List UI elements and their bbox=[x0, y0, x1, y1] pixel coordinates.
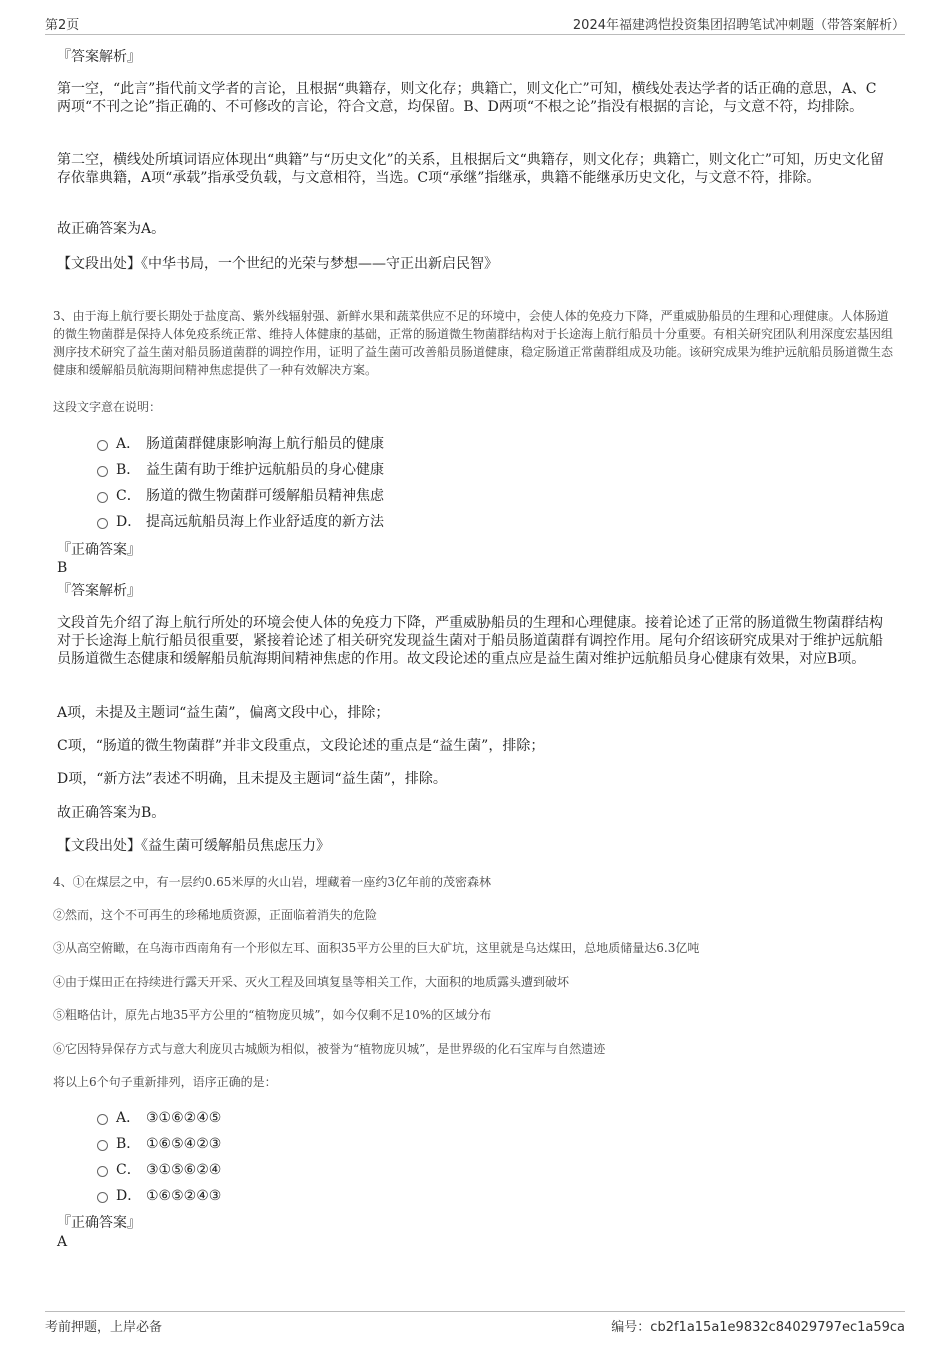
analysis-paragraph: 第一空，“此言”指代前文学者的言论，且根据“典籍存，则文化存；典籍亡，则文化亡”可知，横线处表达学者的话正确的意思，A、C两项“不刊之论”指正确的、不可修改的言论，符合文意，均保留。B、D两项“不根之论”指没有根据的言论，与文意不符，均排除。 bbox=[57, 81, 877, 115]
radio-icon[interactable] bbox=[97, 466, 108, 477]
radio-icon[interactable] bbox=[97, 1166, 108, 1177]
page-number: 第2页 bbox=[45, 18, 80, 33]
answer-conclusion: 故正确答案为B。 bbox=[57, 805, 166, 821]
radio-icon[interactable] bbox=[97, 440, 108, 451]
sentence-1: 4、①在煤层之中，有一层约0.65米厚的火山岩，埋藏着一座约3亿年前的茂密森林 bbox=[53, 875, 491, 889]
footer-slogan: 考前押题，上岸必备 bbox=[45, 1320, 163, 1335]
sentence-6: ⑥它因特异保存方式与意大利庞贝古城颇为相似，被誉为“植物庞贝城”，是世界级的化石宝库与自然遗迹 bbox=[53, 1042, 606, 1056]
option-d[interactable]: D． 提高远航船员海上作业舒适度的新方法 bbox=[97, 509, 384, 535]
question-prompt: 将以上6个句子重新排列，语序正确的是： bbox=[53, 1075, 277, 1089]
option-c[interactable]: C． 肠道的微生物菌群可缓解船员精神焦虑 bbox=[97, 483, 384, 509]
question-stem: 3、由于海上航行要长期处于盐度高、紫外线辐射强、新鲜水果和蔬菜供应不足的环境中，会使人体的免疫力下降，严重威胁船员的生理和心理健康。人体肠道的微生物菌群是保持人体免疫系统正常、维持人体健康的基础，正常的肠道微生物菌群结构对于长途海上航行船员十分重要。有相关研究团队利用深度宏基因组测序技术研究了益生菌对船员肠道菌群的调控作用，证明了益生菌可改善船员肠道健康，稳定肠道正常菌群组成及功能。该研究成果为维护远航船员肠道微生态健康和缓解船员航海期间精神焦虑提供了一种有效解决方案。 bbox=[53, 309, 894, 377]
correct-answer-label: 『正确答案』 bbox=[57, 542, 141, 558]
option-list bbox=[57, 431, 384, 535]
source-citation: 【文段出处】《益生菌可缓解船员焦虑压力》 bbox=[57, 838, 330, 854]
correct-answer: B bbox=[57, 560, 68, 576]
question-prompt: 这段文字意在说明： bbox=[53, 400, 162, 414]
sentence-2: ②然而，这个不可再生的珍稀地质资源，正面临着消失的危险 bbox=[53, 908, 378, 922]
radio-icon[interactable] bbox=[97, 492, 108, 503]
analysis-label: 『答案解析』 bbox=[57, 49, 141, 65]
option-a[interactable]: A． ③①⑥②④⑤ bbox=[97, 1105, 221, 1131]
document-title: 2024年福建鸿恺投资集团招聘笔试冲刺题（带答案解析） bbox=[572, 18, 905, 33]
sentence-5: ⑤粗略估计，原先占地35平方公里的“植物庞贝城”，如今仅剩不足10%的区域分布 bbox=[53, 1008, 492, 1022]
radio-icon[interactable] bbox=[97, 1192, 108, 1203]
analysis-paragraph: 文段首先介绍了海上航行所处的环境会使人体的免疫力下降，严重威胁船员的生理和心理健康。接着论述了正常的肠道微生物菌群结构对于长途海上航行船员很重要，紧接着论述了相关研究发现益生菌对于船员肠道菌群有调控作用。尾句介绍该研究成果对于维护远航船员肠道微生态健康和缓解船员航海期间精神焦虑的作用。故文段论述的重点应是益生菌对维护远航船员身心健康有效果，对应B项。 bbox=[57, 615, 883, 667]
document-id: 编号：cb2f1a15a1e9832c84029797ec1a59ca bbox=[611, 1320, 905, 1335]
option-d[interactable]: D． ①⑥⑤②④③ bbox=[97, 1183, 221, 1209]
radio-icon[interactable] bbox=[97, 1140, 108, 1151]
radio-icon[interactable] bbox=[97, 518, 108, 529]
option-list bbox=[57, 1105, 221, 1209]
analysis-paragraph: 第二空，横线处所填词语应体现出“典籍”与“历史文化”的关系，且根据后文“典籍存，则文化存；典籍亡，则文化亡”可知，历史文化留存依靠典籍，A项“承载”指承受负载，与文意相符，当选。C项“承继”指继承，典籍不能继承历史文化，与文意不符，排除。 bbox=[57, 152, 884, 186]
analysis-label: 『答案解析』 bbox=[57, 583, 141, 599]
answer-conclusion: 故正确答案为A。 bbox=[57, 221, 166, 237]
radio-icon[interactable] bbox=[97, 1114, 108, 1125]
option-b[interactable]: B． ①⑥⑤④②③ bbox=[97, 1131, 221, 1157]
page-header bbox=[45, 14, 905, 35]
analysis-paragraph: D项，“新方法”表述不明确，且未提及主题词“益生菌”，排除。 bbox=[57, 771, 447, 787]
correct-answer-label: 『正确答案』 bbox=[57, 1215, 141, 1231]
option-a[interactable]: A． 肠道菌群健康影响海上航行船员的健康 bbox=[97, 431, 384, 457]
source-citation: 【文段出处】《中华书局，一个世纪的光荣与梦想——守正出新启民智》 bbox=[57, 256, 498, 272]
analysis-paragraph: A项，未提及主题词“益生菌”，偏离文段中心，排除； bbox=[57, 705, 390, 721]
option-b[interactable]: B． 益生菌有助于维护远航船员的身心健康 bbox=[97, 457, 384, 483]
analysis-paragraph: C项，“肠道的微生物菌群”并非文段重点，文段论述的重点是“益生菌”，排除； bbox=[57, 738, 545, 754]
option-c[interactable]: C． ③①⑤⑥②④ bbox=[97, 1157, 221, 1183]
sentence-3: ③从高空俯瞰，在乌海市西南角有一个形似左耳、面积35平方公里的巨大矿坑，这里就是乌达煤田，总地质储量达6.3亿吨 bbox=[53, 941, 700, 955]
correct-answer: A bbox=[57, 1234, 68, 1250]
sentence-4: ④由于煤田正在持续进行露天开采、灭火工程及回填复垦等相关工作，大面积的地质露头遭到破坏 bbox=[53, 975, 570, 989]
page-footer bbox=[45, 1311, 905, 1335]
